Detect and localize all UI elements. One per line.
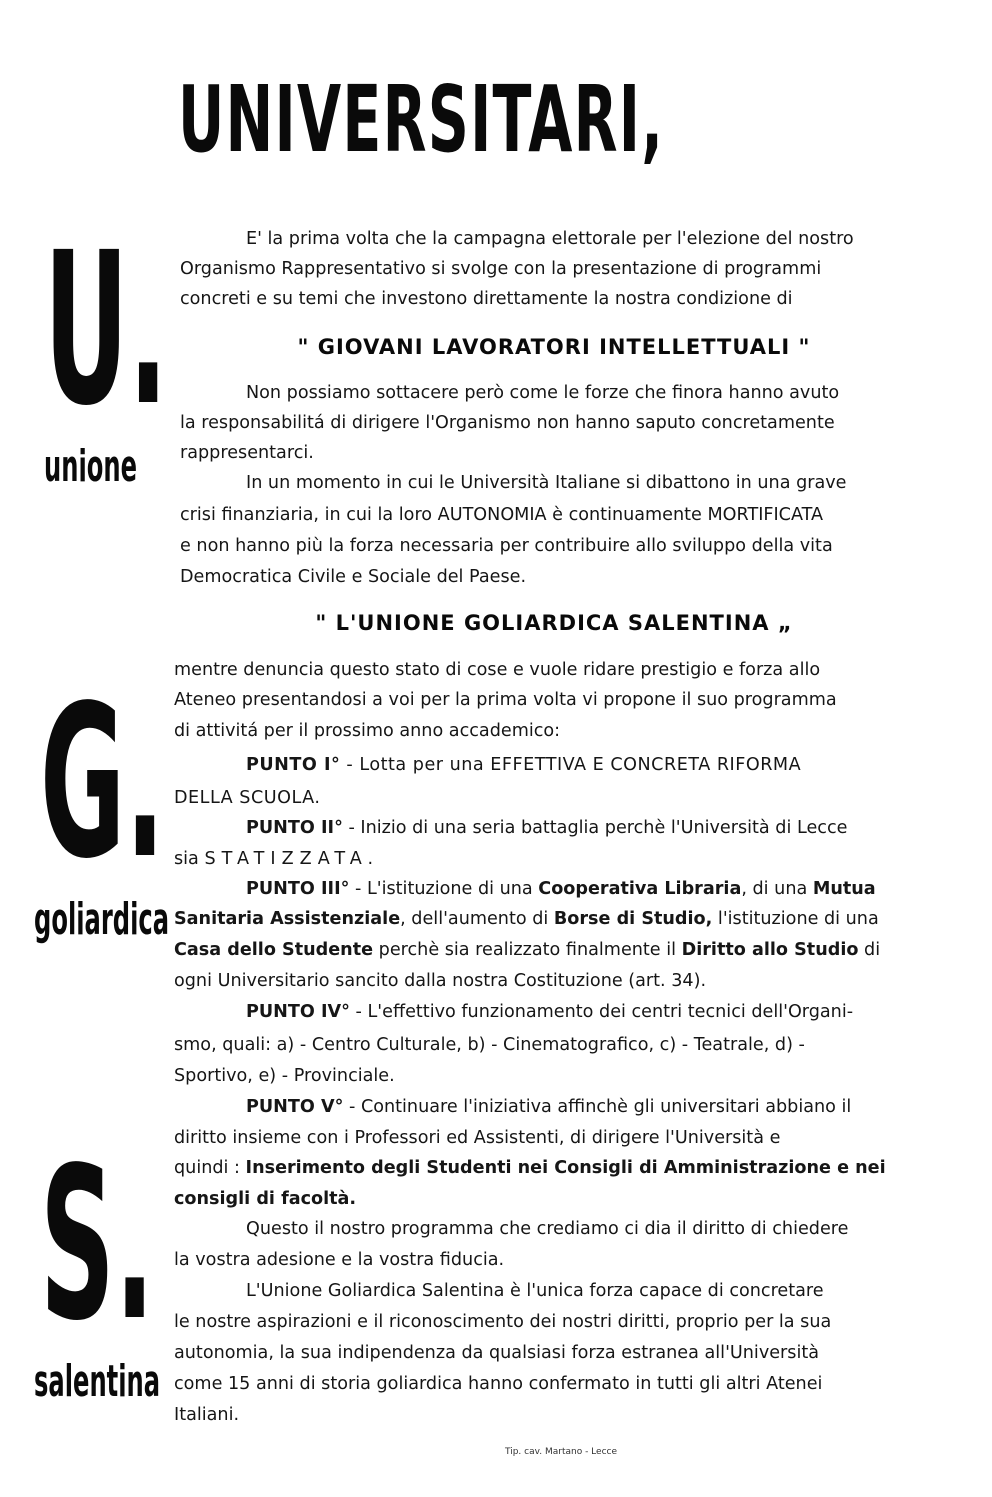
punto3-line: PUNTO III° - L'istituzione di una Cooperativa Libraria, di una Mutua xyxy=(246,879,876,899)
punto2-line: sia STATIZZATA. xyxy=(174,849,380,869)
punto3-line: Sanitaria Assistenziale, dell'aumento di Borse di Studio, l'istituzione di una xyxy=(174,909,879,929)
para6-line: L'Unione Goliardica Salentina è l'unica forza capace di concretare xyxy=(246,1281,824,1301)
para5-line: la vostra adesione e la vostra fiducia. xyxy=(174,1250,505,1270)
para3-line: Democratica Civile e Sociale del Paese. xyxy=(180,567,527,587)
punto3-label: PUNTO III° xyxy=(246,879,350,899)
para3-line: e non hanno più la forza necessaria per contribuire allo sviluppo della vita xyxy=(180,536,833,556)
punto5-line: consigli di facoltà. xyxy=(174,1189,357,1209)
punto5-label: PUNTO V° xyxy=(246,1097,344,1117)
punto5-line: PUNTO V° - Continuare l'iniziativa affinchè gli universitari abbiano il xyxy=(246,1097,852,1117)
punto2-label: PUNTO II° xyxy=(246,818,343,838)
punto1-line: DELLA SCUOLA. xyxy=(174,788,321,808)
side-word-goliardica: goliardica xyxy=(34,894,170,945)
intro-line: E' la prima volta che la campagna elettorale per l'elezione del nostro xyxy=(246,229,854,249)
para3-line: crisi finanziaria, in cui la loro AUTONOMIA è continuamente MORTIFICATA xyxy=(180,505,824,525)
punto4-label: PUNTO IV° xyxy=(246,1002,350,1022)
para6-line: come 15 anni di storia goliardica hanno confermato in tutti gli altri Atenei xyxy=(174,1374,823,1394)
side-letter-u: U. xyxy=(44,207,168,452)
heading-unione-goliardica: " L'UNIONE GOLIARDICA SALENTINA „ xyxy=(315,611,793,635)
para4-line: Ateneo presentandosi a voi per la prima volta vi propone il suo programma xyxy=(174,690,837,710)
para2-line: Non possiamo sottacere però come le forze che finora hanno avuto xyxy=(246,383,840,403)
punto5-line: quindi : Inserimento degli Studenti nei Consigli di Amministrazione e nei xyxy=(174,1158,886,1178)
para5-line: Questo il nostro programma che crediamo ci dia il diritto di chiedere xyxy=(246,1219,849,1239)
punto2-line: PUNTO II° - Inizio di una seria battaglia perchè l'Università di Lecce xyxy=(246,818,848,838)
para4-line: di attivitá per il prossimo anno accademico: xyxy=(174,721,561,741)
intro-line: Organismo Rappresentativo si svolge con la presentazione di programmi xyxy=(180,259,822,279)
printer-credit: Tip. cav. Martano - Lecce xyxy=(505,1447,617,1457)
punto4-line: smo, quali: a) - Centro Culturale, b) - Cinematografico, c) - Teatrale, d) - xyxy=(174,1035,805,1055)
punto3-line: Casa dello Studente perchè sia realizzato finalmente il Diritto allo Studio di xyxy=(174,940,881,960)
punto5-line: diritto insieme con i Professori ed Assistenti, di dirigere l'Università e xyxy=(174,1128,781,1148)
side-word-salentina: salentina xyxy=(34,1356,161,1407)
heading-giovani-lavoratori: " GIOVANI LAVORATORI INTELLETTUALI " xyxy=(297,335,811,359)
para6-line: Italiani. xyxy=(174,1405,240,1425)
punto1-label: PUNTO I° xyxy=(246,755,341,775)
para6-line: autonomia, la sua indipendenza da qualsiasi forza estranea all'Università xyxy=(174,1343,820,1363)
para3-line: In un momento in cui le Università Italiane si dibattono in una grave xyxy=(246,473,847,493)
punto4-line: Sportivo, e) - Provinciale. xyxy=(174,1066,395,1086)
poster-title: UNIVERSITARI, xyxy=(178,66,665,173)
para4-line: mentre denuncia questo stato di cose e vuole ridare prestigio e forza allo xyxy=(174,660,821,680)
punto4-line: PUNTO IV° - L'effettivo funzionamento dei centri tecnici dell'Organi- xyxy=(246,1002,854,1022)
punto1-line: PUNTO I° - Lotta per una EFFETTIVA E CONCRETA RIFORMA xyxy=(246,755,802,775)
intro-line: concreti e su temi che investono direttamente la nostra condizione di xyxy=(180,289,793,309)
para6-line: le nostre aspirazioni e il riconoscimento dei nostri diritti, proprio per la sua xyxy=(174,1312,832,1332)
para2-line: la responsabilitá di dirigere l'Organismo non hanno saputo concretamente xyxy=(180,413,835,433)
side-letter-g: G. xyxy=(40,660,165,905)
para2-line: rappresentarci. xyxy=(180,443,314,463)
side-letter-s: S. xyxy=(40,1122,155,1367)
punto3-line: ogni Universitario sancito dalla nostra Costituzione (art. 34). xyxy=(174,971,707,991)
side-word-unione: unione xyxy=(44,441,138,492)
